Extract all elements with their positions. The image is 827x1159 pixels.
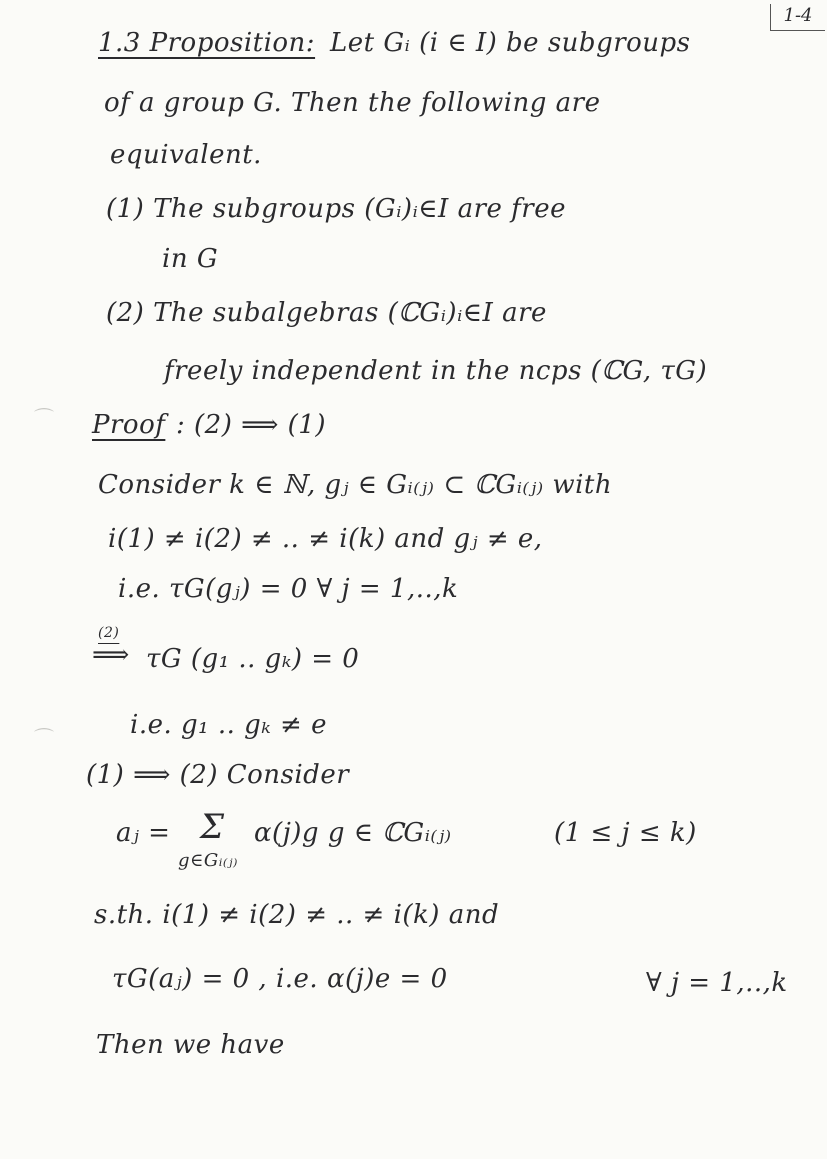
aj-lhs: aⱼ = <box>116 818 171 848</box>
proof-consider-1: Consider k ∈ ℕ, gⱼ ∈ Gᵢ₍ⱼ₎ ⊂ ℂGᵢ₍ⱼ₎ with <box>98 470 613 500</box>
item1-line2: in G <box>162 244 219 274</box>
tau-aj-line: τG(aⱼ) = 0 , i.e. α(j)e = 0 <box>112 964 448 994</box>
item1-line1: (1) The subgroups (Gᵢ)ᵢ∈I are free <box>106 194 566 224</box>
proof-label: Proof <box>92 410 166 440</box>
proposition-line2: of a group G. Then the following are <box>104 88 601 118</box>
page-number: 1-4 <box>770 4 825 31</box>
item2-line1: (2) The subalgebras (ℂGᵢ)ᵢ∈I are <box>106 298 547 328</box>
sum-subscript: g∈Gᵢ₍ⱼ₎ <box>178 850 238 871</box>
then-we-have: Then we have <box>96 1030 285 1060</box>
implies-tag: (2) <box>98 625 120 641</box>
such-that-line: s.th. i(1) ≠ i(2) ≠ .. ≠ i(k) and <box>94 900 500 930</box>
item2-line2: freely independent in the ncps (ℂG, τG) <box>164 356 708 386</box>
forall-2: ∀ j = 1,..,k <box>646 968 788 998</box>
implies-arrow: ⟹ <box>92 640 130 670</box>
margin-mark-2: ⌒ <box>34 726 54 750</box>
proposition-line1: Let Gᵢ (i ∈ I) be subgroups <box>330 28 691 58</box>
tau-product: τG (g₁ .. gₖ) = 0 <box>146 644 360 674</box>
proof-ie-1: i.e. τG(gⱼ) = 0 ∀ j = 1,..,k <box>118 574 459 604</box>
proposition-heading: 1.3 Proposition: <box>98 28 316 58</box>
proof-direction-1: : (2) ⟹ (1) <box>176 410 326 440</box>
aj-range: (1 ≤ j ≤ k) <box>554 818 697 848</box>
proof-condition-1: i(1) ≠ i(2) ≠ .. ≠ i(k) and gⱼ ≠ e, <box>108 524 543 554</box>
proof-direction-2: (1) ⟹ (2) Consider <box>86 760 350 790</box>
aj-rhs: α(j)g g ∈ ℂGᵢ₍ⱼ₎ <box>254 818 452 848</box>
proof-ie-2: i.e. g₁ .. gₖ ≠ e <box>130 710 327 740</box>
margin-mark-1: ⌒ <box>34 406 54 430</box>
sum-sign: Σ <box>200 807 225 847</box>
proposition-line3: equivalent. <box>110 140 262 170</box>
